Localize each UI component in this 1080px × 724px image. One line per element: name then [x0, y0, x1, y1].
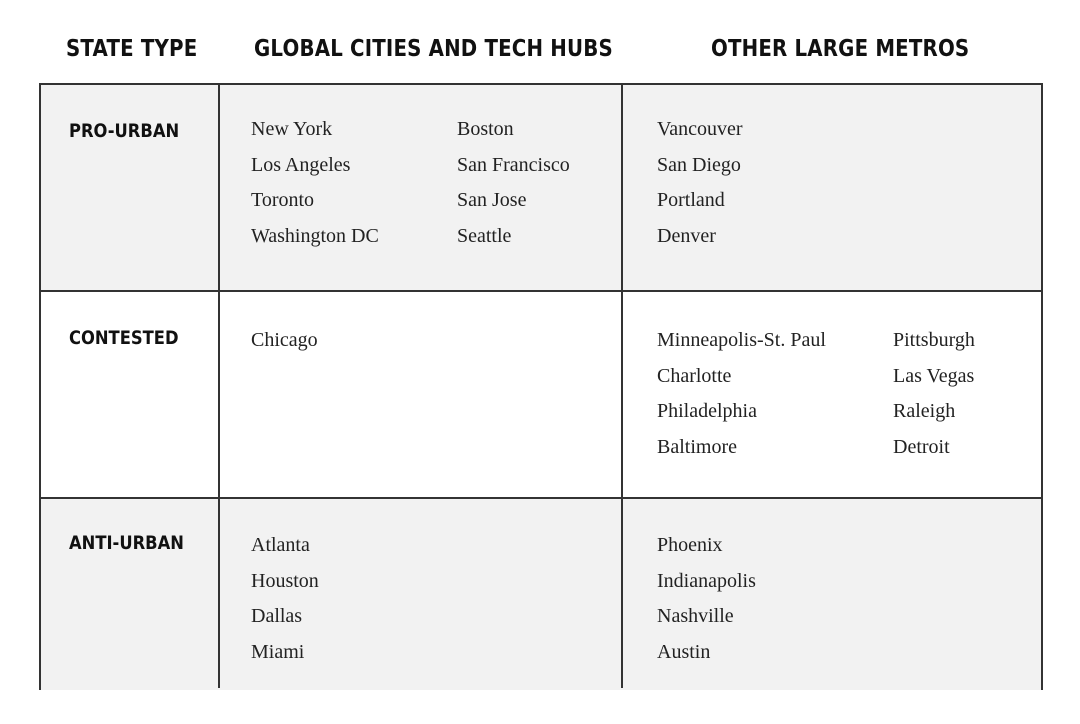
header-state-type: STATE TYPE [66, 36, 198, 62]
row-0-global-col-1 [251, 112, 379, 255]
divider-col-1 [218, 85, 220, 688]
city-name: Charlotte [657, 364, 732, 387]
city-name: Chicago [251, 329, 318, 351]
city-name: Philadelphia [657, 400, 757, 423]
city-name: Seattle [457, 225, 512, 248]
city-name: Toronto [251, 189, 315, 212]
header-global-cities: GLOBAL CITIES AND TECH HUBS [254, 36, 613, 62]
city-name: Portland [657, 189, 725, 212]
city-name: San Jose [457, 189, 527, 212]
city-name: Baltimore [657, 436, 737, 459]
city-name: Raleigh [893, 400, 956, 423]
divider-col-2 [621, 85, 623, 688]
city-name: Pittsburgh [893, 329, 975, 351]
row-label-anti-urban: ANTI-URBAN [69, 532, 184, 554]
city-name: San Francisco [457, 153, 570, 176]
row-2-other-col-1 [657, 528, 756, 671]
row-label-pro-urban: PRO-URBAN [69, 120, 180, 142]
divider-row-2 [41, 497, 1041, 499]
city-name: Phoenix [657, 534, 723, 556]
row-2-global-col-1 [251, 528, 319, 671]
city-name: Austin [657, 641, 711, 664]
city-name: Detroit [893, 436, 950, 459]
city-name: Washington DC [251, 225, 379, 248]
row-1-other-col-2 [893, 323, 975, 466]
divider-row-1 [41, 290, 1041, 292]
row-0-global-col-2 [457, 112, 570, 255]
city-name: Los Angeles [251, 153, 351, 176]
city-name: Houston [251, 569, 319, 592]
city-name: Nashville [657, 605, 734, 628]
city-name: Atlanta [251, 534, 310, 556]
city-table [39, 83, 1043, 690]
city-name: Minneapolis-St. Paul [657, 329, 826, 351]
city-name: Miami [251, 641, 305, 664]
city-name: Boston [457, 118, 514, 140]
row-1-global-col-1 [251, 323, 318, 359]
header-other-metros: OTHER LARGE METROS [711, 36, 970, 62]
row-0-other-col-1 [657, 112, 743, 255]
row-label-contested: CONTESTED [69, 327, 179, 349]
city-name: Denver [657, 225, 716, 248]
row-band-anti-urban [41, 499, 1041, 690]
city-name: New York [251, 118, 333, 140]
city-name: Indianapolis [657, 569, 756, 592]
row-band-contested [41, 292, 1041, 499]
city-name: San Diego [657, 153, 741, 176]
row-1-other-col-1 [657, 323, 826, 466]
city-name: Dallas [251, 605, 303, 628]
city-name: Vancouver [657, 118, 743, 140]
city-name: Las Vegas [893, 364, 975, 387]
